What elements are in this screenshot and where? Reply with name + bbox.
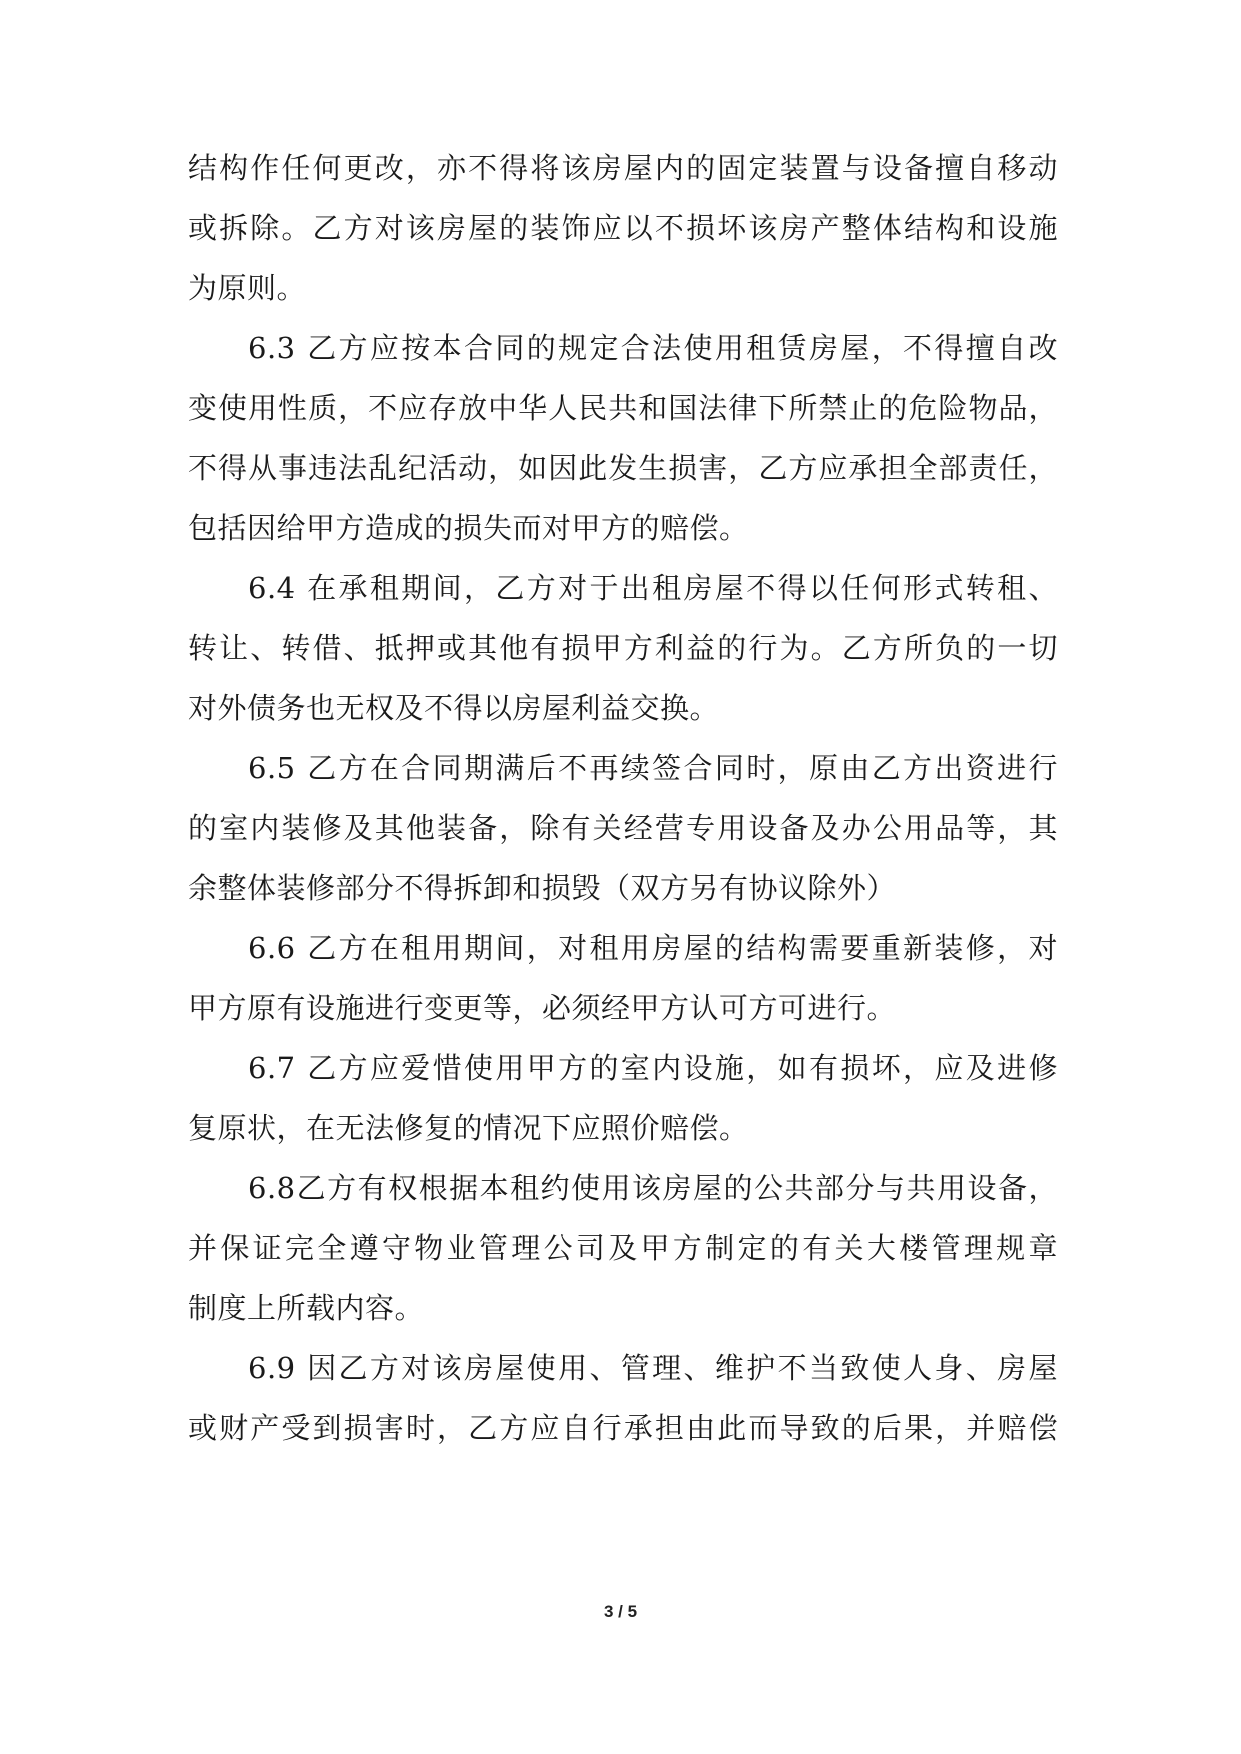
paragraph-line: 复原状，在无法修复的情况下应照价赔偿。 (188, 1111, 749, 1145)
page-number: 3 / 5 (603, 1602, 638, 1621)
clause-6-7-first-line: 6.7 乙方应爱惜使用甲方的室内设施，如有损坏，应及进修 (248, 1051, 1058, 1085)
paragraph-line: 的室内装修及其他装备，除有关经营专用设备及办公用品等，其 (188, 811, 1058, 845)
clause-6-8-first-line: 6.8乙方有权根据本租约使用该房屋的公共部分与共用设备， (248, 1171, 1058, 1205)
paragraph-line: 转让、转借、抵押或其他有损甲方利益的行为。乙方所负的一切 (188, 631, 1058, 665)
paragraph-line: 包括因给甲方造成的损失而对甲方的赔偿。 (188, 511, 749, 545)
paragraph-line: 甲方原有设施进行变更等，必须经甲方认可方可进行。 (188, 991, 897, 1025)
paragraph-line: 或拆除。乙方对该房屋的装饰应以不损坏该房产整体结构和设施 (188, 211, 1058, 245)
paragraph-line: 结构作任何更改，亦不得将该房屋内的固定装置与设备擅自移动 (188, 151, 1058, 185)
clause-6-9-first-line: 6.9 因乙方对该房屋使用、管理、维护不当致使人身、房屋 (248, 1351, 1058, 1385)
paragraph-line: 变使用性质，不应存放中华人民共和国法律下所禁止的危险物品， (188, 391, 1058, 425)
clause-6-5-first-line: 6.5 乙方在合同期满后不再续签合同时，原由乙方出资进行 (248, 751, 1058, 785)
paragraph-line: 对外债务也无权及不得以房屋利益交换。 (188, 691, 720, 725)
paragraph-line: 或财产受到损害时，乙方应自行承担由此而导致的后果，并赔偿 (188, 1411, 1058, 1445)
paragraph-line: 制度上所载内容。 (188, 1291, 425, 1325)
paragraph-line: 并保证完全遵守物业管理公司及甲方制定的有关大楼管理规章 (188, 1231, 1058, 1265)
paragraph-line: 不得从事违法乱纪活动，如因此发生损害，乙方应承担全部责任， (188, 451, 1058, 485)
clause-6-6-first-line: 6.6 乙方在租用期间，对租用房屋的结构需要重新装修，对 (248, 931, 1058, 965)
paragraph-line: 余整体装修部分不得拆卸和损毁（双方另有协议除外） (188, 871, 897, 905)
clause-6-4-first-line: 6.4 在承租期间，乙方对于出租房屋不得以任何形式转租、 (248, 571, 1058, 605)
paragraph-line: 为原则。 (188, 271, 307, 305)
clause-6-3-first-line: 6.3 乙方应按本合同的规定合法使用租赁房屋，不得擅自改 (248, 331, 1058, 365)
